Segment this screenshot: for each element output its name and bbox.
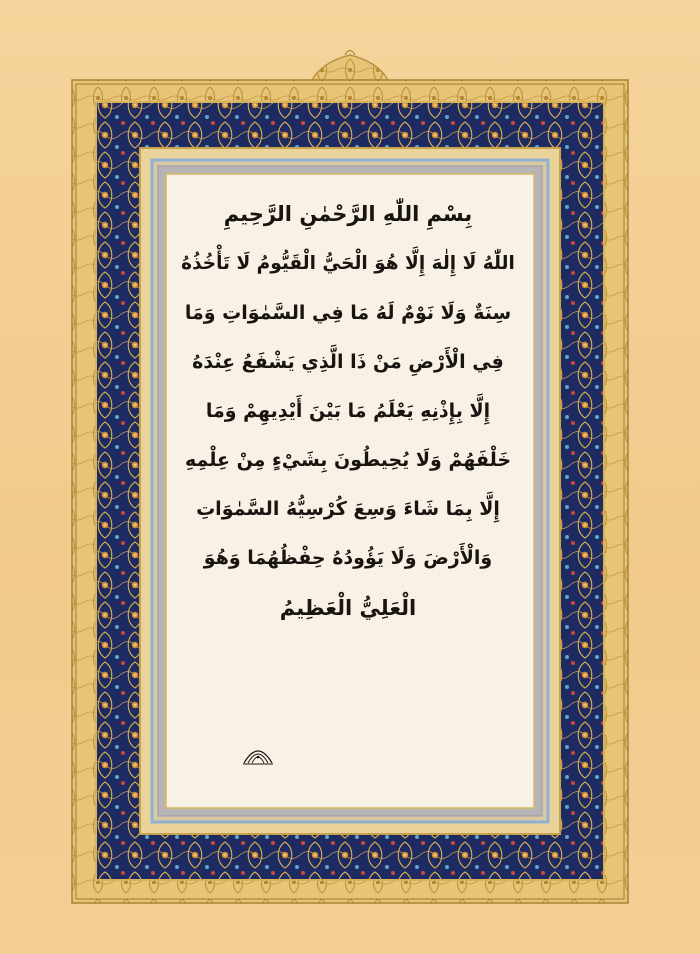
verse-line: خَلْفَهُمْ وَلَا يُحِيطُونَ بِشَيْءٍ مِنْ عِلْمِهِ <box>184 448 512 471</box>
verse-line: وَالْأَرْضَ وَلَا يَؤُودُهُ حِفْظُهُمَا وَهُوَ <box>203 546 493 569</box>
tughra-seal-icon <box>240 735 276 769</box>
closing-verse-line: الْعَلِيُّ الْعَظِيمُ <box>279 595 417 620</box>
verse-line: فِي الْأَرْضِ مَنْ ذَا الَّذِي يَشْفَعُ عِنْدَهُ <box>192 350 504 373</box>
calligraphy-text <box>170 178 526 778</box>
verse-line: سِنَةٌ وَلَا نَوْمٌ لَهُ مَا فِي السَّمٰوَاتِ وَمَا <box>184 301 512 324</box>
crest-ornament-icon <box>312 55 388 80</box>
basmala-line: بِسْمِ اللّٰهِ الرَّحْمٰنِ الرَّحِيمِ <box>223 202 473 226</box>
verse-line: إِلَّا بِمَا شَاءَ وَسِعَ كُرْسِيُّهُ السَّمٰوَاتِ <box>196 497 500 520</box>
verse-line: اللّٰهُ لَا إِلٰهَ إِلَّا هُوَ الْحَيُّ الْقَيُّومُ لَا تَأْخُذُهُ <box>181 253 515 274</box>
verse-line: إِلَّا بِإِذْنِهِ يَعْلَمُ مَا بَيْنَ أَيْدِيهِمْ وَمَا <box>205 399 491 422</box>
